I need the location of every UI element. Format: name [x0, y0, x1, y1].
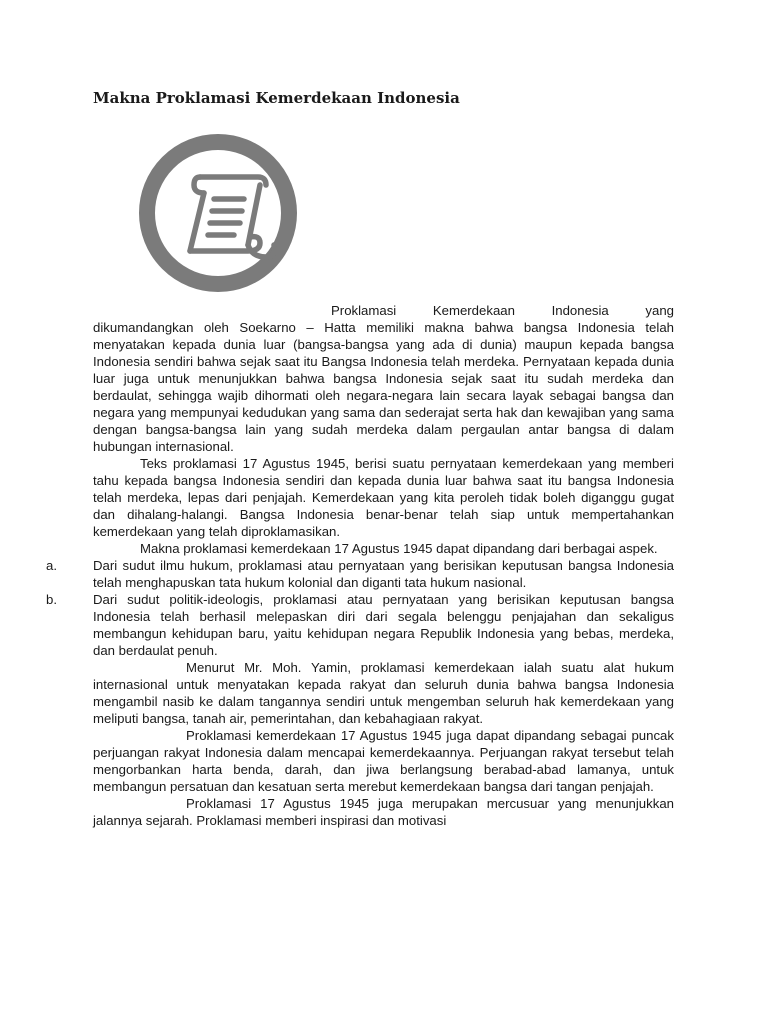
paragraph-4: Menurut Mr. Moh. Yamin, proklamasi kemerdekaan ialah suatu alat hukum internasional untuk menyatakan kepada rakyat dan seluruh dunia bahwa bangsa Indonesia mengambil nasib ke dalam tangannya sendiri untuk mengemban seluruh hak kemerdekaan yang meliputi bangsa, tanah air, pemerintahan, dan kebahagiaan rakyat. [93, 660, 674, 726]
document-body [46, 302, 674, 829]
list-marker: a. [46, 558, 57, 573]
list-marker: b. [46, 592, 57, 607]
paragraph-1: Proklamasi Kemerdekaan Indonesia yang dikumandangkan oleh Soekarno – Hatta memiliki makna bahwa bangsa Indonesia telah menyatakan kepada dunia luar (bangsa-bangsa yang ada di dunia) maupun kepada bangsa Indonesia sendiri bahwa sejak saat itu Bangsa Indonesia telah merdeka. Pernyataan kepada dunia luar juga untuk menunjukkan bahwa bangsa Indonesia sejak saat itu sudah merdeka dan berdaulat, sehingga wajib dihormati oleh negara-negara lain secara layak sebagai bangsa dan negara yang mempunyai kedudukan yang sama dan sederajat serta hak dan kewajiban yang sama dengan bangsa-bangsa lain yang sudah merdeka dalam pergaulan antar bangsa di dalam hubungan internasional. [93, 303, 674, 454]
list-item-text: Dari sudut ilmu hukum, proklamasi atau pernyataan yang berisikan keputusan bangsa Indonesia telah menghapuskan tata hukum kolonial dan diganti tata hukum nasional. [93, 558, 674, 590]
list-item-b [46, 591, 674, 659]
paragraph-5: Proklamasi kemerdekaan 17 Agustus 1945 juga dapat dipandang sebagai puncak perjuangan rakyat Indonesia dalam mencapai kemerdekaannya. Perjuangan rakyat tersebut telah mengorbankan harta benda, darah, dan jiwa berlangsung berabad-abad lamanya, untuk membangun persatuan dan kesatuan serta merebut kemerdekaan bangsa dari tangan penjajah. [93, 728, 674, 794]
document-title: Makna Proklamasi Kemerdekaan Indonesia [93, 89, 460, 107]
scroll-icon [138, 133, 298, 293]
list-item-text: Dari sudut politik-ideologis, proklamasi atau pernyataan yang berisikan keputusan bangsa Indonesia telah berhasil melepaskan diri dari segala belenggu penjajahan dan sekaligus membangun kehidupan baru, yaitu kehidupan negara Republik Indonesia yang bebas, merdeka, dan berdaulat penuh. [93, 592, 674, 658]
list-item-a [46, 557, 674, 591]
paragraph-2: Teks proklamasi 17 Agustus 1945, berisi suatu pernyataan kemerdekaan yang memberi tahu kepada bangsa Indonesia sendiri dan kepada dunia luar bahwa saat itu bangsa Indonesia telah merdeka, lepas dari penjajah. Kemerdekaan yang kita peroleh tidak boleh diganggu gugat dan dihalang-halangi. Bangsa Indonesia benar-benar telah siap untuk mempertahankan kemerdekaan yang telah diproklamasikan. [93, 456, 674, 539]
paragraph-3: Makna proklamasi kemerdekaan 17 Agustus 1945 dapat dipandang dari berbagai aspek. [140, 541, 658, 556]
paragraph-6: Proklamasi 17 Agustus 1945 juga merupakan mercusuar yang menunjukkan jalannya sejarah. Proklamasi memberi inspirasi dan motivasi [93, 796, 674, 828]
